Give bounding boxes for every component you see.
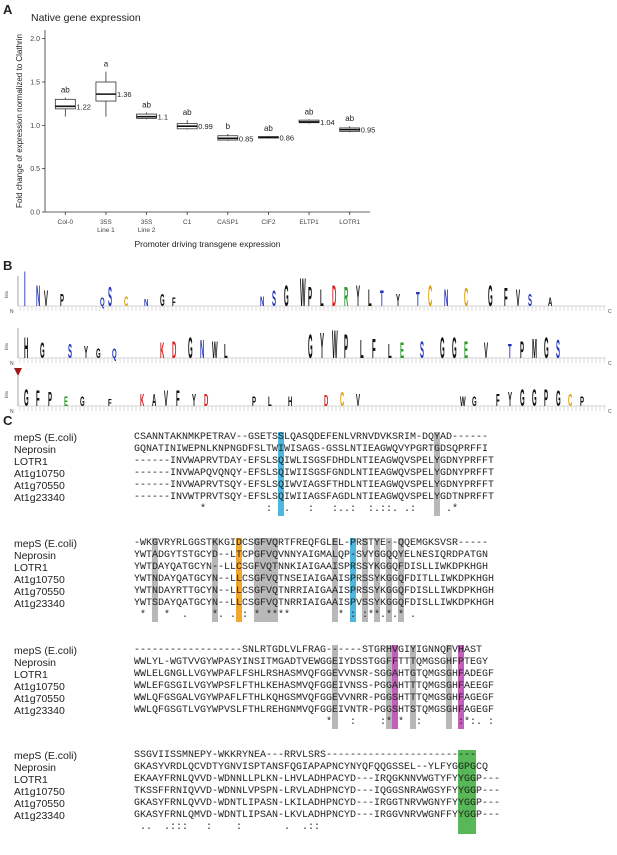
logo-residue: G <box>544 330 549 365</box>
logo-residue: G <box>520 384 525 412</box>
logo-residue: G <box>472 394 477 410</box>
logo-residue: S <box>556 334 561 364</box>
x-tick-label-line2: Line 2 <box>137 227 156 234</box>
logo-residue: Y <box>320 327 325 367</box>
logo-residue: S <box>272 286 277 312</box>
logo-residue: F <box>372 334 376 365</box>
logo-residue: C <box>340 389 345 412</box>
logo-residue: P <box>520 336 525 364</box>
median-label: 1.36 <box>116 90 132 100</box>
logo-residue: N <box>200 334 205 364</box>
logo-residue: G <box>532 384 537 412</box>
alignment-sequence: YWTNDAYRTTGCYN--LLCSGFVQTNRRIAIGAAISPRSSYKGGQFDISLLIWKDPKHGH <box>134 586 495 597</box>
logo-residue: D <box>324 391 329 410</box>
alignment-sequence: ------INVWTPRVTSQY-EFSLSQIWIIAGSFAGDLNTIEAGWQVSPELYGDTNPRFFT <box>134 492 495 503</box>
alignment-sequence-name: At1g10750 <box>14 574 65 586</box>
logo-residue: G <box>308 328 313 367</box>
alignment-sequence-name: LOTR1 <box>14 669 48 681</box>
x-tick-label: Col-0 <box>57 219 74 226</box>
logo-residue: V <box>516 284 521 312</box>
logo-residue: Y <box>508 389 513 412</box>
logo-residue: A <box>152 389 157 411</box>
y-tick-label: 0.5 <box>30 166 40 174</box>
logo-residue: G <box>556 386 561 412</box>
group-letter: b <box>225 122 231 131</box>
logo-residue: F <box>36 386 40 412</box>
logo-residue: V <box>484 338 489 364</box>
logo-residue: I <box>24 262 26 318</box>
logo-residue: W <box>212 336 218 364</box>
logo-n-terminus: N <box>10 361 14 367</box>
logo-cleavage-marker <box>14 368 22 376</box>
alignment-consensus: * : . : :..: :.::. .: .* <box>134 504 489 515</box>
logo-residue: N <box>444 284 449 312</box>
box-body <box>96 82 116 101</box>
logo-residue: V <box>356 389 361 411</box>
logo-residue: G <box>24 384 29 412</box>
alignment-sequence: GKASYFRNLQVVD-WDNTLIPASN-LKILADHPNCYD---IRGGTNRVWGNYFYYGGP--- <box>134 798 501 809</box>
alignment-sequence: CSANNTAKNMKPETRAV--GSETSSLQASQDEFENLVRNVDVKSRIM-DQYAD------ <box>134 432 489 443</box>
logo-c-terminus: C <box>608 361 612 367</box>
alignment-sequence-name: mepS (E.coli) <box>14 432 78 444</box>
logo-residue: G <box>188 330 193 365</box>
logo-residue: D <box>204 389 209 411</box>
logo-row <box>4 262 612 317</box>
logo-residue: T <box>416 289 420 312</box>
median-label: 1.22 <box>76 102 91 112</box>
logo-residue: D <box>172 336 177 364</box>
logo-residue: Y <box>356 278 361 313</box>
alignment-sequence: EKAAYFRNLQVVD-WDNNLLPLKN-LHVLADHPACYD---IRQGKNNVWGTYFYYGGP--- <box>134 774 501 785</box>
group-letter: ab <box>345 114 355 124</box>
logo-residue: N <box>144 297 149 309</box>
alignment-sequence: YWTNDAYQATGCYN--LLCSGFVQTNSEIAIGAAISPRSSYKGGQFDITLLIWKDPKHGH <box>134 574 495 585</box>
logo-residue: D <box>332 278 337 313</box>
logo-n-terminus: N <box>10 309 14 315</box>
alignment-sequence-name: At1g23340 <box>14 810 65 822</box>
logo-residue: E <box>64 394 69 410</box>
alignment-sequence-name: At1g10750 <box>14 468 65 480</box>
logo-bits-label: bits <box>4 342 9 350</box>
logo-residue: R <box>344 282 349 313</box>
x-axis-label: Promoter driving transgene expression <box>134 239 281 249</box>
logo-residue: F <box>172 295 176 310</box>
logo-residue: W <box>460 394 466 410</box>
logo-residue: P <box>580 394 585 410</box>
y-tick-label: 0.0 <box>30 209 40 217</box>
median-label: 0.86 <box>279 133 295 143</box>
group-letter: a <box>103 59 109 69</box>
logo-bits-label: bits <box>4 290 9 298</box>
alignment-sequence: WWLQFGSGTLVGYWPVSLFTHLREHGNMVQFGGEIVNTR-PGGSHTSTQMGSGHFAGEGF <box>134 705 495 716</box>
logo-residue: C <box>568 389 573 411</box>
median-label: 0.85 <box>238 134 254 144</box>
alignment-sequence-name: At1g23340 <box>14 598 65 610</box>
logo-residue: P <box>60 289 65 311</box>
logo-residue: K <box>140 389 145 411</box>
logo-residue: H <box>288 394 293 410</box>
logo-residue: G <box>452 330 457 365</box>
chart-title: Native gene expression <box>31 12 141 24</box>
alignment-consensus: * : :* * : :*:. : <box>134 717 501 728</box>
x-tick-label-line2: Line 1 <box>97 227 115 234</box>
alignment-sequence-name: LOTR1 <box>14 774 48 786</box>
alignment-sequence-name: Neprosin <box>14 762 57 774</box>
panel-a <box>0 0 617 265</box>
alignment-sequence-name: mepS (E.coli) <box>14 645 78 657</box>
y-axis-label: Fold change of expression normalized to Clathrin <box>15 34 24 208</box>
alignment-sequence: ------------------SNLRTGDLVLFRAG------STGRHVGIYIGNNQFVHAST <box>134 645 483 656</box>
x-tick-label: C1 <box>183 219 192 226</box>
logo-bits-label: bits <box>4 390 9 398</box>
median-label: 0.99 <box>198 122 213 132</box>
logo-residue: K <box>160 338 165 364</box>
alignment-sequence: ------INVWAPRVTDAY-EFSLSQIWLISGSFDHDLNTIEAGWQVSPELYGDNYPRFFT <box>134 456 495 467</box>
boxplot-chart <box>0 0 617 265</box>
logo-residue: L <box>224 341 228 364</box>
logo-residue: G <box>440 330 445 365</box>
alignment-sequence-name: At1g10750 <box>14 681 65 693</box>
alignment-sequence-name: At1g70550 <box>14 480 65 492</box>
logo-n-terminus: N <box>10 409 14 414</box>
logo-residue: G <box>40 338 45 364</box>
logo-residue: H <box>24 330 29 365</box>
group-letter: ab <box>263 124 273 134</box>
alignment-sequence: YWTDAYQATGCYN--LLCSGFVQTNNKIAIGAAISPRSSYKGGQFDISLLIWKDPKHGH <box>134 562 489 573</box>
group-letter: ab <box>182 108 192 118</box>
group-letter: ab <box>304 107 314 117</box>
group-letter: ab <box>142 100 152 110</box>
panel-b-letter: B <box>3 258 13 273</box>
logo-residue: S <box>420 336 425 364</box>
logo-residue: L <box>360 334 364 364</box>
alignment-sequence-name: mepS (E.coli) <box>14 538 78 550</box>
logo-residue: F <box>496 389 500 411</box>
alignment-sequence-name: mepS (E.coli) <box>14 750 78 762</box>
group-letter: ab <box>60 85 70 95</box>
logo-residue: L <box>388 341 392 364</box>
logo-residue: S <box>108 282 113 313</box>
sequence-logo <box>0 262 617 414</box>
logo-residue: M <box>532 334 537 365</box>
logo-residue: P <box>252 394 257 410</box>
alignment-sequence: WWLYL-WGTVVGYWPASYINSITMGADTVEWGGEIYDSSTGGFFTTTQMGSGHFPTEGY <box>134 657 489 668</box>
alignment-sequence-name: Neprosin <box>14 550 57 562</box>
logo-residue: G <box>80 394 85 410</box>
logo-residue: L <box>268 394 272 410</box>
logo-residue: C <box>124 294 129 310</box>
alignment-sequence-name: LOTR1 <box>14 562 48 574</box>
logo-residue: W <box>332 323 338 368</box>
logo-residue: L <box>368 284 372 312</box>
median-label: 1.1 <box>157 112 168 122</box>
logo-residue: F <box>504 282 508 312</box>
alignment-sequence-name: At1g70550 <box>14 693 65 705</box>
logo-residue: P <box>344 328 349 367</box>
logo-residue: C <box>428 278 433 313</box>
alignment-sequence: WWLELGNGLLVGYWPAFLFSHLRSHASMVQFGGEVVNSR-SGGAHTGTQMGSGHFADEGF <box>134 669 495 680</box>
x-tick-label: CIF2 <box>261 219 276 226</box>
alignment-sequence-name: At1g10750 <box>14 786 65 798</box>
alignment-sequence: -WKGVRYRLGGSTKKGIDCSGFVQRTFREQFGLEL-PRSTYE--QQEMGKSVSR----- <box>134 538 489 549</box>
alignment-sequence: ------INVWAPQVQNQY-EFSLSQIWIISGSFGNDLNTIEAGWQVSPELYGDNYPRFFT <box>134 468 495 479</box>
alignment-sequence: YWTSDAYQATGCYN--LLCSGFVQTNRRIAIGAAISPVSSYKGGQFDISLLIWKDPKHGH <box>134 598 495 609</box>
logo-residue: Y <box>84 341 89 363</box>
logo-residue: E <box>400 338 405 364</box>
y-tick-label: 1.5 <box>30 79 40 87</box>
logo-residue: P <box>48 389 53 412</box>
alignment-sequence: GQNATINIWEPNLKNPNGDFSLTWIWISAGS-GSSLNTIEAGWQVYPGRTGDSQPRFFI <box>134 444 489 455</box>
logo-residue: F <box>176 386 180 412</box>
panel-a-letter: A <box>3 2 13 17</box>
logo-residue: L <box>320 284 324 312</box>
logo-residue: P <box>308 282 313 313</box>
logo-residue: Y <box>192 389 197 411</box>
logo-residue: S <box>68 341 73 364</box>
alignment-sequence: WWLEFGSGILVGYWPSFLFTHLKEHASMVQFGGEIVNSS-PGGAHTTTQMGSGHFAEEGF <box>134 681 495 692</box>
logo-residue: E <box>464 336 469 364</box>
alignment-sequence-name: Neprosin <box>14 444 57 456</box>
panel-c-letter: C <box>3 413 13 428</box>
alignment-sequence: GKASYFRNLQMVD-WDNTLIPSAN-LKVLADHPNCYD---IRGGVNRVWGNFFYYGGP--- <box>134 810 501 821</box>
logo-row <box>4 323 612 368</box>
logo-residue: Y <box>396 289 401 311</box>
logo-residue: N <box>260 294 265 310</box>
median-label: 0.95 <box>360 125 376 135</box>
box-body <box>55 99 75 109</box>
logo-residue: P <box>544 384 549 412</box>
y-tick-label: 1.0 <box>30 122 40 130</box>
panel-c <box>0 413 617 855</box>
x-tick-label: 35S <box>140 219 153 226</box>
logo-residue: W <box>300 271 306 316</box>
logo-residue: V <box>44 286 49 312</box>
x-tick-label: LOTR1 <box>339 219 361 226</box>
x-tick-label: CASP1 <box>217 219 239 226</box>
panel-b <box>0 258 617 414</box>
y-tick-label: 2.0 <box>30 36 40 44</box>
logo-residue: T <box>380 286 384 312</box>
logo-residue: T <box>508 341 512 364</box>
logo-residue: V <box>164 386 169 412</box>
alignment-sequence-name: At1g23340 <box>14 705 65 717</box>
alignment-sequence: TKSSFFRNIQVVD-WDNNLVPSPN-LRVLADHPNCYD---IQGGSNRAWGSYFYYGGP--- <box>134 786 501 797</box>
alignment-sequence: WWLQFGSGALVGYWPAFLFTHLKQHGSMVQFGGEVVNRR-PGGSHTTTQMGSGHFAGEGF <box>134 693 495 704</box>
logo-residue: S <box>528 289 533 311</box>
logo-row <box>4 368 612 414</box>
logo-residue: Q <box>100 295 105 310</box>
logo-residue: G <box>284 278 289 313</box>
alignment-sequence-name: At1g70550 <box>14 798 65 810</box>
logo-residue: G <box>96 346 101 362</box>
logo-residue: G <box>488 278 493 313</box>
alignment-sequence-name: At1g70550 <box>14 586 65 598</box>
alignment-sequence-name: Neprosin <box>14 657 57 669</box>
x-tick-label: 35S <box>100 219 112 226</box>
logo-residue: Q <box>112 346 117 362</box>
alignment-sequence-name: LOTR1 <box>14 456 48 468</box>
alignment-consensus: .. .::: : : . .:: <box>134 822 501 833</box>
logo-residue: C <box>464 282 469 312</box>
alignment-sequence-name: At1g23340 <box>14 492 65 504</box>
alignment-sequence: ------INVWAPRVTSQY-EFSLSQIWVIAGSFTHDLNTIEAGWQVSPELYGDNYPRFFT <box>134 480 495 491</box>
logo-c-terminus: C <box>608 409 612 414</box>
logo-residue: A <box>548 295 553 310</box>
logo-residue: N <box>36 278 41 313</box>
median-label: 1.04 <box>320 117 335 127</box>
logo-residue: F <box>108 397 112 409</box>
alignment-sequence: SSGVIISSMNEPY-WKKRYNEA---RRVLSRS------------------------- <box>134 750 477 761</box>
x-tick-label: ELTP1 <box>299 219 319 226</box>
logo-residue: G <box>160 289 165 311</box>
alignment-sequence: YWTADGYTSTGCYD--LTCPGFVQVNNYAIGMALQP-SVYGGQQYELNESIQRDPATGN <box>134 550 489 561</box>
alignment-sequence: GKASYVRDLQCVDTYGNVISPTANSFQGIAPAPNCYNYQFQQGSSEL--YLFYGGPGCQ <box>134 762 489 773</box>
alignment-consensus: * * . *. . : * **** * : :**.*.* . <box>134 610 495 621</box>
logo-c-terminus: C <box>608 309 612 315</box>
